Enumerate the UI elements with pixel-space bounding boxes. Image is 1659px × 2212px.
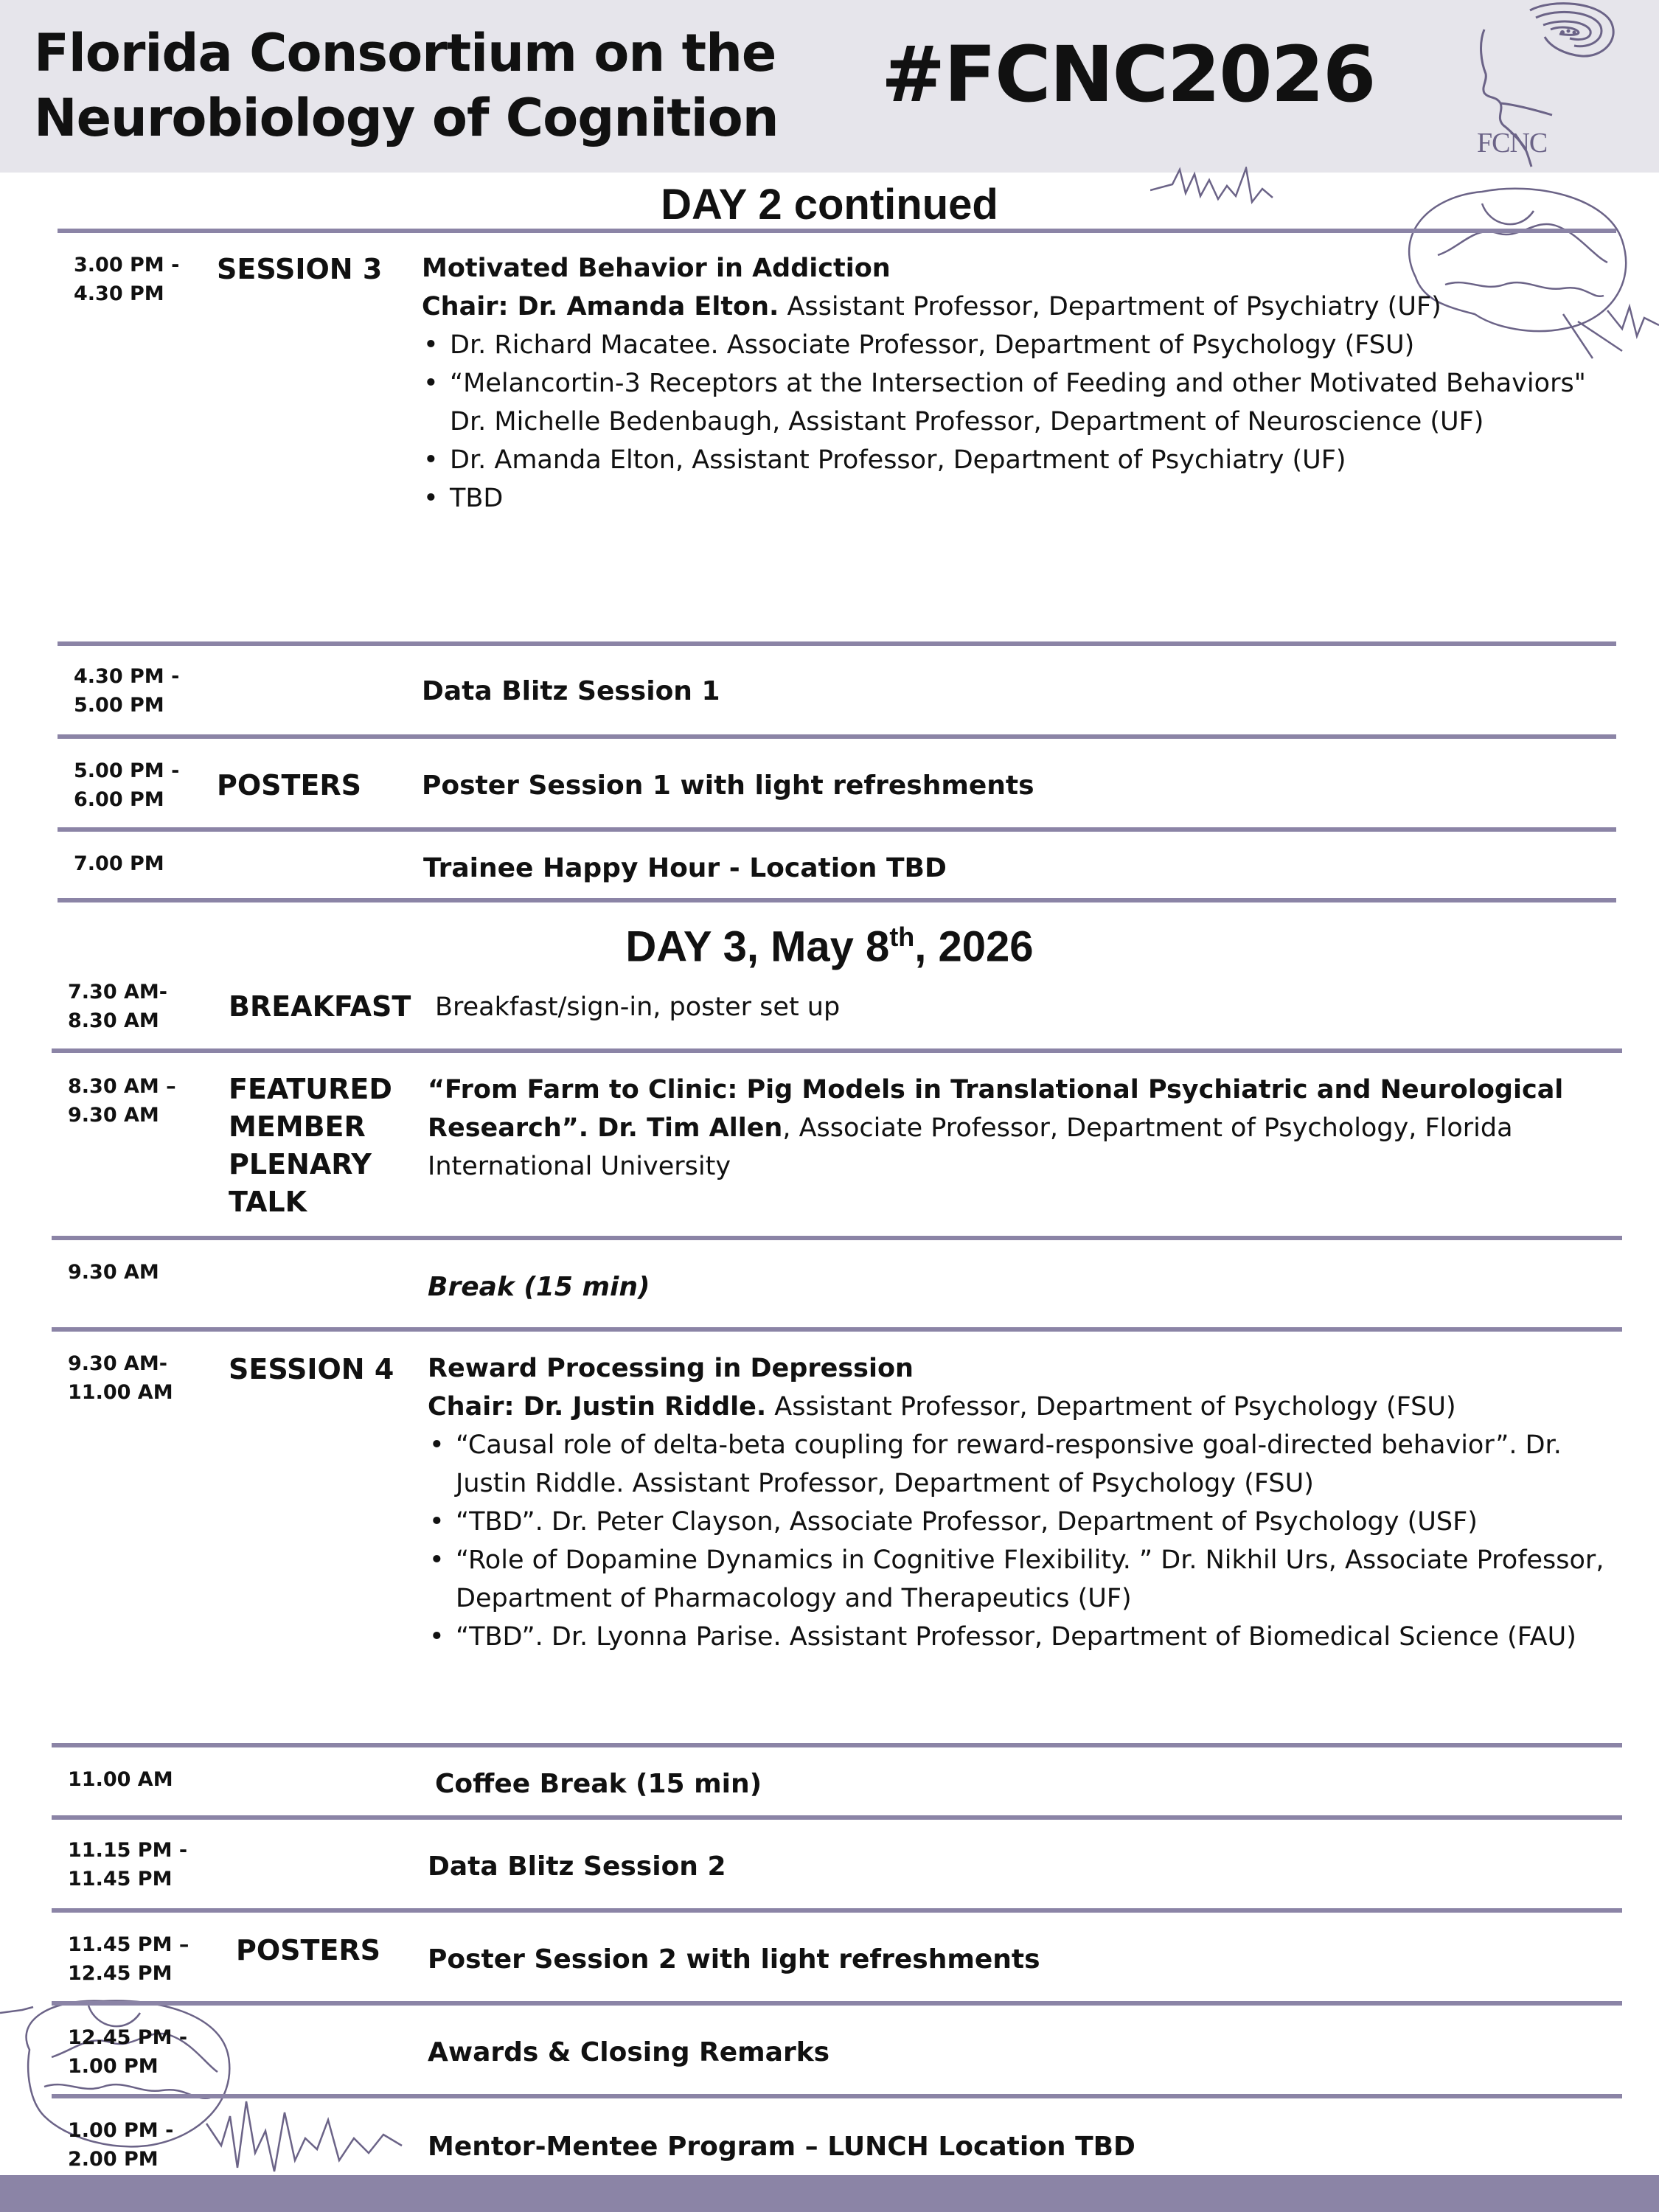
divider <box>58 229 1616 233</box>
divider <box>58 827 1616 832</box>
chair-name: Chair: Dr. Justin Riddle. <box>428 1392 767 1422</box>
org-title-line1: Florida Consortium on the <box>34 23 776 83</box>
session-title: Reward Processing in Depression <box>428 1354 914 1383</box>
row-label: SESSION 4 <box>229 1353 394 1385</box>
row-time: 11.45 PM – 12.45 PM <box>68 1933 189 1985</box>
list-item: • Dr. Richard Macatee. Associate Professor, Department of Psychology (FSU) <box>422 326 1616 364</box>
org-title-line2: Neurobiology of Cognition <box>34 88 779 148</box>
list-item: • “TBD”. Dr. Lyonna Parise. Assistant Professor, Department of Biomedical Science (FAU) <box>428 1618 1616 1656</box>
day3-heading-year: , 2026 <box>914 922 1034 971</box>
session-details <box>422 249 1616 518</box>
list-item: • TBD <box>422 479 1616 518</box>
divider <box>58 898 1616 902</box>
list-item: • “Causal role of delta-beta coupling for reward-responsive goal-directed behavior”. Dr. Justin Riddle. Assistant Professor, Department of Psychology (FSU) <box>428 1426 1616 1503</box>
divider <box>52 1236 1622 1240</box>
divider <box>52 1908 1622 1913</box>
row-time: 3.00 PM - 4.30 PM <box>74 254 180 305</box>
brain-outline-icon <box>0 1991 413 2175</box>
row-time: 11.00 AM <box>68 1768 173 1791</box>
list-item: • Dr. Amanda Elton, Assistant Professor, Department of Psychiatry (UF) <box>422 441 1616 479</box>
row-label: POSTERS <box>217 769 362 801</box>
chair-affiliation: Assistant Professor, Department of Psychiatry (UF) <box>779 292 1441 321</box>
row-time: 8.30 AM – 9.30 AM <box>68 1075 176 1127</box>
session-details <box>428 1349 1616 1656</box>
session-title: Motivated Behavior in Addiction <box>422 254 891 283</box>
day3-heading <box>0 922 1659 971</box>
chair-affiliation: Assistant Professor, Department of Psychology (FSU) <box>766 1392 1456 1422</box>
event-hashtag: #FCNC2026 <box>881 29 1375 119</box>
list-item: • “Role of Dopamine Dynamics in Cognitive Flexibility. ” Dr. Nikhil Urs, Associate Professor, Department of Pharmacology and Therapeutics (UF) <box>428 1541 1616 1618</box>
session-chair <box>428 1388 1616 1426</box>
row-time: 9.30 AM- 11.00 AM <box>68 1352 173 1404</box>
row-label: SESSION 3 <box>217 253 383 285</box>
row-time: 7.00 PM <box>74 852 164 875</box>
logo-wordmark: FCNC <box>1477 128 1548 159</box>
row-time: 12.45 PM - 1.00 PM <box>68 2026 188 2078</box>
row-title: Mentor-Mentee Program – LUNCH Location TBD <box>428 2132 1135 2162</box>
row-title: Data Blitz Session 2 <box>428 1851 726 1882</box>
row-text: Breakfast/sign-in, poster set up <box>435 992 841 1022</box>
divider <box>52 1048 1622 1053</box>
day2-heading: DAY 2 continued <box>661 181 998 229</box>
plenary-title: “From Farm to Clinic: Pig Models in Translational Psychiatric and Neurological Research”. Dr. Tim Allen <box>428 1075 1564 1143</box>
row-time: 4.30 PM - 5.00 PM <box>74 665 180 717</box>
speaker-list <box>422 326 1616 518</box>
row-time: 7.30 AM- 8.30 AM <box>68 981 167 1032</box>
organization-title <box>34 21 779 150</box>
speaker-list <box>428 1426 1616 1656</box>
divider <box>52 1743 1622 1747</box>
row-title: Break (15 min) <box>428 1272 650 1302</box>
row-time: 5.00 PM - 6.00 PM <box>74 759 180 811</box>
divider <box>52 2001 1622 2006</box>
plenary-affiliation: , Associate Professor, Department of Psychology, Florida International University <box>428 1113 1513 1181</box>
divider <box>52 1327 1622 1332</box>
plenary-talk <box>428 1071 1615 1186</box>
row-title: Data Blitz Session 1 <box>422 676 720 706</box>
list-item: • “Melancortin-3 Receptors at the Intersection of Feeding and other Motivated Behaviors" Dr. Michelle Bedenbaugh, Assistant Professor, Department of Neuroscience (UF) <box>422 364 1616 441</box>
list-item: • “TBD”. Dr. Peter Clayson, Associate Professor, Department of Psychology (USF) <box>428 1503 1616 1541</box>
row-label: FEATURED MEMBER PLENARY TALK <box>229 1073 392 1218</box>
row-title: Awards & Closing Remarks <box>428 2037 830 2067</box>
session-chair <box>422 288 1616 326</box>
day3-heading-date: DAY 3, May 8 <box>625 922 890 971</box>
row-title: Poster Session 2 with light refreshments <box>428 1944 1040 1975</box>
footer-bar <box>0 2175 1659 2212</box>
row-time: 11.15 PM - 11.45 PM <box>68 1839 188 1891</box>
divider <box>58 641 1616 646</box>
row-title: Coffee Break (15 min) <box>435 1769 762 1799</box>
divider <box>58 734 1616 739</box>
page-header <box>0 0 1659 173</box>
chair-name: Chair: Dr. Amanda Elton. <box>422 292 779 321</box>
row-label: BREAKFAST <box>229 990 411 1023</box>
divider <box>52 1815 1622 1820</box>
divider <box>52 2094 1622 2098</box>
row-title: Poster Session 1 with light refreshments <box>422 771 1034 801</box>
row-time: 9.30 AM <box>68 1261 159 1284</box>
row-time: 1.00 PM - 2.00 PM <box>68 2119 174 2171</box>
row-label: POSTERS <box>236 1934 381 1966</box>
day3-heading-suffix: th <box>889 922 915 952</box>
row-title: Trainee Happy Hour - Location TBD <box>423 853 947 883</box>
